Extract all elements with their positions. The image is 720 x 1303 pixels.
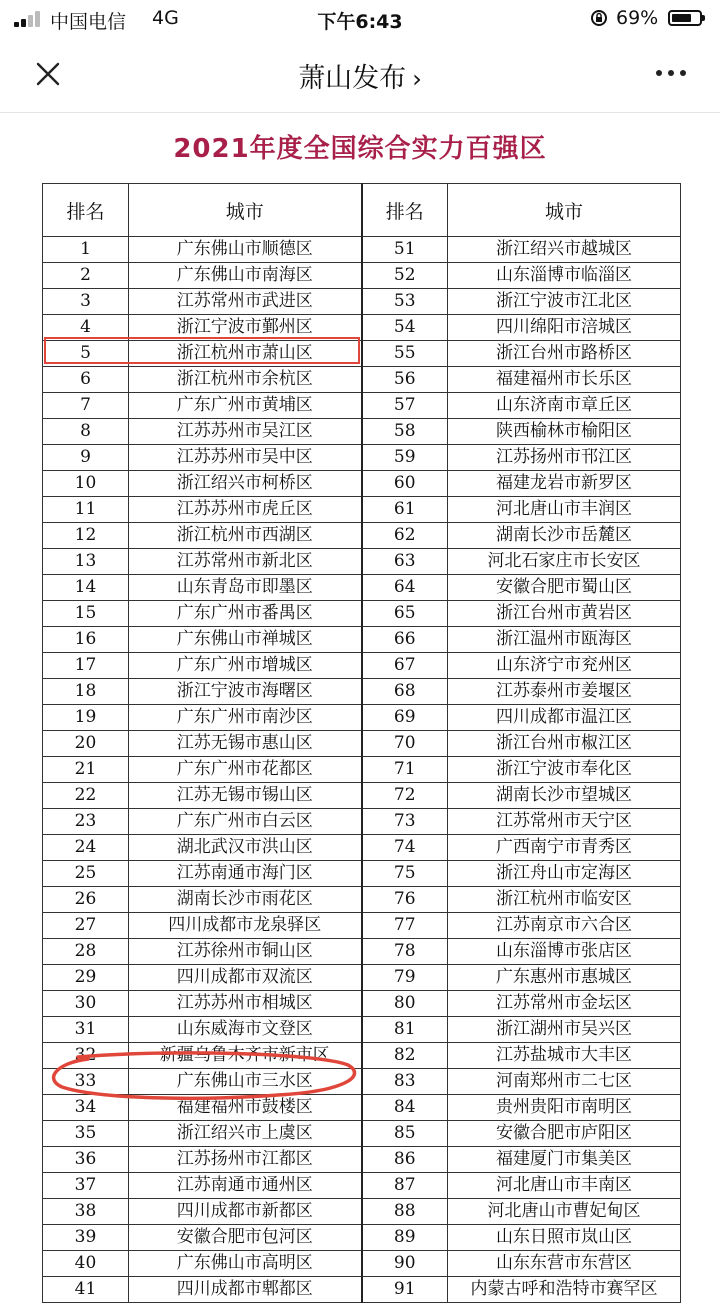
- city-cell: 广东广州市增城区: [129, 653, 362, 679]
- rank-cell: 5: [43, 341, 129, 367]
- city-cell: 广东广州市白云区: [129, 809, 362, 835]
- city-cell: 陕西榆林市榆阳区: [448, 419, 681, 445]
- city-cell: 湖南长沙市望城区: [448, 783, 681, 809]
- rank-cell: 87: [362, 1173, 448, 1199]
- table-row: [43, 1199, 681, 1225]
- rank-cell: 85: [362, 1121, 448, 1147]
- rank-cell: 77: [362, 913, 448, 939]
- rank-cell: 90: [362, 1251, 448, 1277]
- rank-cell: 76: [362, 887, 448, 913]
- rank-cell: 29: [43, 965, 129, 991]
- table-row: [43, 341, 681, 367]
- battery-icon: [668, 10, 702, 26]
- city-cell: 江苏南京市六合区: [448, 913, 681, 939]
- article-heading: 2021年度全国综合实力百强区: [173, 134, 547, 164]
- rank-cell: 28: [43, 939, 129, 965]
- rank-cell: 61: [362, 497, 448, 523]
- rank-cell: 37: [43, 1173, 129, 1199]
- city-cell: 河北唐山市丰润区: [448, 497, 681, 523]
- rank-cell: 55: [362, 341, 448, 367]
- city-cell: 安徽合肥市庐阳区: [448, 1121, 681, 1147]
- chevron-right-icon: ›: [412, 65, 422, 93]
- status-time: 下午6:43: [317, 11, 403, 33]
- city-cell: 江苏常州市新北区: [129, 549, 362, 575]
- city-cell: 广东惠州市惠城区: [448, 965, 681, 991]
- table-row: [43, 939, 681, 965]
- city-cell: 安徽合肥市包河区: [129, 1225, 362, 1251]
- rank-cell: 66: [362, 627, 448, 653]
- city-cell: 广东广州市黄埔区: [129, 393, 362, 419]
- city-cell: 浙江台州市黄岩区: [448, 601, 681, 627]
- rank-cell: 54: [362, 315, 448, 341]
- table-row: [43, 419, 681, 445]
- table-row: [43, 1147, 681, 1173]
- table-row: [43, 757, 681, 783]
- rank-cell: 23: [43, 809, 129, 835]
- city-cell: 浙江杭州市临安区: [448, 887, 681, 913]
- city-cell: 江苏南通市通州区: [129, 1173, 362, 1199]
- table-row: [43, 965, 681, 991]
- city-cell: 浙江湖州市吴兴区: [448, 1017, 681, 1043]
- city-cell: 浙江杭州市西湖区: [129, 523, 362, 549]
- city-cell: 江苏南通市海门区: [129, 861, 362, 887]
- rank-cell: 89: [362, 1225, 448, 1251]
- city-cell: 四川成都市郫都区: [129, 1277, 362, 1303]
- city-cell: 浙江杭州市余杭区: [129, 367, 362, 393]
- rank-cell: 22: [43, 783, 129, 809]
- city-cell: 山东日照市岚山区: [448, 1225, 681, 1251]
- rank-cell: 34: [43, 1095, 129, 1121]
- rank-cell: 58: [362, 419, 448, 445]
- table-row: [43, 835, 681, 861]
- city-cell: 江苏常州市武进区: [129, 289, 362, 315]
- table-header-row: [43, 184, 681, 237]
- rank-cell: 64: [362, 575, 448, 601]
- table-row: [43, 497, 681, 523]
- city-cell: 浙江绍兴市越城区: [448, 237, 681, 263]
- city-cell: 江苏无锡市惠山区: [129, 731, 362, 757]
- battery-percent: 69%: [616, 7, 659, 29]
- table-row: [43, 1173, 681, 1199]
- city-cell: 福建福州市长乐区: [448, 367, 681, 393]
- rank-cell: 18: [43, 679, 129, 705]
- rank-cell: 25: [43, 861, 129, 887]
- city-cell: 贵州贵阳市南明区: [448, 1095, 681, 1121]
- city-cell: 四川成都市新都区: [129, 1199, 362, 1225]
- table-row: [43, 705, 681, 731]
- rank-cell: 6: [43, 367, 129, 393]
- rank-cell: 52: [362, 263, 448, 289]
- rank-cell: 15: [43, 601, 129, 627]
- rank-cell: 74: [362, 835, 448, 861]
- rank-cell: 13: [43, 549, 129, 575]
- rank-cell: 17: [43, 653, 129, 679]
- rank-cell: 84: [362, 1095, 448, 1121]
- city-cell: 四川绵阳市涪城区: [448, 315, 681, 341]
- table-row: [43, 1277, 681, 1303]
- city-cell: 广西南宁市青秀区: [448, 835, 681, 861]
- rank-cell: 71: [362, 757, 448, 783]
- rank-cell: 8: [43, 419, 129, 445]
- city-cell: 广东广州市花都区: [129, 757, 362, 783]
- city-cell: 内蒙古呼和浩特市赛罕区: [448, 1277, 681, 1303]
- rank-cell: 26: [43, 887, 129, 913]
- rotation-lock-icon: [590, 9, 608, 27]
- city-cell: 湖南长沙市雨花区: [129, 887, 362, 913]
- city-cell: 浙江宁波市奉化区: [448, 757, 681, 783]
- more-icon[interactable]: [650, 66, 690, 80]
- rank-cell: 56: [362, 367, 448, 393]
- city-cell: 广东佛山市顺德区: [129, 237, 362, 263]
- table-row: [43, 575, 681, 601]
- city-cell: 山东东营市东营区: [448, 1251, 681, 1277]
- rank-cell: 80: [362, 991, 448, 1017]
- table-row: [43, 237, 681, 263]
- city-cell: 江苏常州市天宁区: [448, 809, 681, 835]
- city-cell: 山东济宁市兖州区: [448, 653, 681, 679]
- network-type: 4G: [152, 7, 179, 29]
- rank-cell: 62: [362, 523, 448, 549]
- table-row: [43, 991, 681, 1017]
- city-cell: 山东淄博市张店区: [448, 939, 681, 965]
- column-header-city: 城市: [448, 184, 681, 237]
- city-cell: 江苏徐州市铜山区: [129, 939, 362, 965]
- city-cell: 山东青岛市即墨区: [129, 575, 362, 601]
- rank-cell: 53: [362, 289, 448, 315]
- city-cell: 浙江温州市瓯海区: [448, 627, 681, 653]
- table-row: [43, 809, 681, 835]
- rank-cell: 67: [362, 653, 448, 679]
- rank-cell: 16: [43, 627, 129, 653]
- city-cell: 江苏苏州市吴江区: [129, 419, 362, 445]
- city-cell: 浙江宁波市鄞州区: [129, 315, 362, 341]
- rank-cell: 91: [362, 1277, 448, 1303]
- city-cell: 江苏盐城市大丰区: [448, 1043, 681, 1069]
- rank-cell: 63: [362, 549, 448, 575]
- city-cell: 江苏苏州市吴中区: [129, 445, 362, 471]
- rank-cell: 32: [43, 1043, 129, 1069]
- rank-cell: 27: [43, 913, 129, 939]
- city-cell: 河北唐山市曹妃甸区: [448, 1199, 681, 1225]
- city-cell: 江苏常州市金坛区: [448, 991, 681, 1017]
- rank-cell: 14: [43, 575, 129, 601]
- city-cell: 新疆乌鲁木齐市新市区: [129, 1043, 362, 1069]
- table-row: [43, 367, 681, 393]
- city-cell: 湖北武汉市洪山区: [129, 835, 362, 861]
- table-row: [43, 653, 681, 679]
- table-row: [43, 1069, 681, 1095]
- rank-cell: 4: [43, 315, 129, 341]
- rank-cell: 10: [43, 471, 129, 497]
- table-row: [43, 783, 681, 809]
- city-cell: 江苏无锡市锡山区: [129, 783, 362, 809]
- city-cell: 四川成都市双流区: [129, 965, 362, 991]
- rank-cell: 81: [362, 1017, 448, 1043]
- rank-cell: 36: [43, 1147, 129, 1173]
- rank-cell: 57: [362, 393, 448, 419]
- city-cell: 广东佛山市南海区: [129, 263, 362, 289]
- rank-cell: 30: [43, 991, 129, 1017]
- rank-cell: 83: [362, 1069, 448, 1095]
- rank-cell: 68: [362, 679, 448, 705]
- column-header-rank: 排名: [43, 184, 129, 237]
- ranking-table-container: [42, 183, 680, 1299]
- rank-cell: 40: [43, 1251, 129, 1277]
- rank-cell: 60: [362, 471, 448, 497]
- city-cell: 江苏泰州市姜堰区: [448, 679, 681, 705]
- rank-cell: 11: [43, 497, 129, 523]
- city-cell: 江苏扬州市江都区: [129, 1147, 362, 1173]
- city-cell: 浙江绍兴市上虞区: [129, 1121, 362, 1147]
- rank-cell: 86: [362, 1147, 448, 1173]
- table-row: [43, 549, 681, 575]
- table-row: [43, 861, 681, 887]
- rank-cell: 1: [43, 237, 129, 263]
- rank-cell: 9: [43, 445, 129, 471]
- city-cell: 江苏扬州市邗江区: [448, 445, 681, 471]
- city-cell: 广东佛山市高明区: [129, 1251, 362, 1277]
- status-bar: [0, 0, 720, 36]
- rank-cell: 12: [43, 523, 129, 549]
- table-row: [43, 289, 681, 315]
- rank-cell: 7: [43, 393, 129, 419]
- account-name: 萧山发布: [298, 63, 407, 94]
- city-cell: 广东佛山市三水区: [129, 1069, 362, 1095]
- table-row: [43, 263, 681, 289]
- rank-cell: 88: [362, 1199, 448, 1225]
- rank-cell: 82: [362, 1043, 448, 1069]
- rank-cell: 3: [43, 289, 129, 315]
- table-row: [43, 1121, 681, 1147]
- rank-cell: 24: [43, 835, 129, 861]
- carrier-name: 中国电信: [50, 11, 127, 33]
- table-row: [43, 1095, 681, 1121]
- city-cell: 福建厦门市集美区: [448, 1147, 681, 1173]
- table-row: [43, 523, 681, 549]
- city-cell: 山东威海市文登区: [129, 1017, 362, 1043]
- city-cell: 浙江舟山市定海区: [448, 861, 681, 887]
- rank-cell: 33: [43, 1069, 129, 1095]
- city-cell: 河北石家庄市长安区: [448, 549, 681, 575]
- rank-cell: 31: [43, 1017, 129, 1043]
- city-cell: 江苏苏州市相城区: [129, 991, 362, 1017]
- table-row: [43, 627, 681, 653]
- rank-cell: 20: [43, 731, 129, 757]
- city-cell: 福建龙岩市新罗区: [448, 471, 681, 497]
- column-header-city: 城市: [129, 184, 362, 237]
- rank-cell: 78: [362, 939, 448, 965]
- column-header-rank: 排名: [362, 184, 448, 237]
- ranking-table: [42, 183, 681, 1303]
- rank-cell: 75: [362, 861, 448, 887]
- city-cell: 浙江台州市椒江区: [448, 731, 681, 757]
- city-cell: 广东广州市南沙区: [129, 705, 362, 731]
- rank-cell: 38: [43, 1199, 129, 1225]
- city-cell: 福建福州市鼓楼区: [129, 1095, 362, 1121]
- table-row: [43, 1225, 681, 1251]
- city-cell: 广东佛山市禅城区: [129, 627, 362, 653]
- rank-cell: 72: [362, 783, 448, 809]
- table-row: [43, 393, 681, 419]
- table-row: [43, 731, 681, 757]
- rank-cell: 73: [362, 809, 448, 835]
- table-body: [43, 237, 681, 1303]
- rank-cell: 21: [43, 757, 129, 783]
- rank-cell: 65: [362, 601, 448, 627]
- account-title[interactable]: [0, 56, 720, 95]
- city-cell: 广东广州市番禺区: [129, 601, 362, 627]
- rank-cell: 59: [362, 445, 448, 471]
- city-cell: 江苏苏州市虎丘区: [129, 497, 362, 523]
- city-cell: 山东淄博市临淄区: [448, 263, 681, 289]
- table-row: [43, 1017, 681, 1043]
- city-cell: 浙江杭州市萧山区: [129, 341, 362, 367]
- city-cell: 浙江宁波市海曙区: [129, 679, 362, 705]
- city-cell: 浙江宁波市江北区: [448, 289, 681, 315]
- table-row: [43, 887, 681, 913]
- nav-bar: [0, 36, 720, 113]
- rank-cell: 41: [43, 1277, 129, 1303]
- table-row: [43, 315, 681, 341]
- rank-cell: 2: [43, 263, 129, 289]
- table-row: [43, 445, 681, 471]
- table-row: [43, 1251, 681, 1277]
- city-cell: 湖南长沙市岳麓区: [448, 523, 681, 549]
- rank-cell: 70: [362, 731, 448, 757]
- rank-cell: 35: [43, 1121, 129, 1147]
- table-row: [43, 1043, 681, 1069]
- city-cell: 四川成都市龙泉驿区: [129, 913, 362, 939]
- city-cell: 河北唐山市丰南区: [448, 1173, 681, 1199]
- city-cell: 河南郑州市二七区: [448, 1069, 681, 1095]
- rank-cell: 19: [43, 705, 129, 731]
- city-cell: 浙江绍兴市柯桥区: [129, 471, 362, 497]
- city-cell: 四川成都市温江区: [448, 705, 681, 731]
- rank-cell: 51: [362, 237, 448, 263]
- rank-cell: 79: [362, 965, 448, 991]
- table-row: [43, 601, 681, 627]
- table-row: [43, 679, 681, 705]
- rank-cell: 39: [43, 1225, 129, 1251]
- city-cell: 安徽合肥市蜀山区: [448, 575, 681, 601]
- rank-cell: 69: [362, 705, 448, 731]
- table-row: [43, 471, 681, 497]
- table-row: [43, 913, 681, 939]
- city-cell: 山东济南市章丘区: [448, 393, 681, 419]
- city-cell: 浙江台州市路桥区: [448, 341, 681, 367]
